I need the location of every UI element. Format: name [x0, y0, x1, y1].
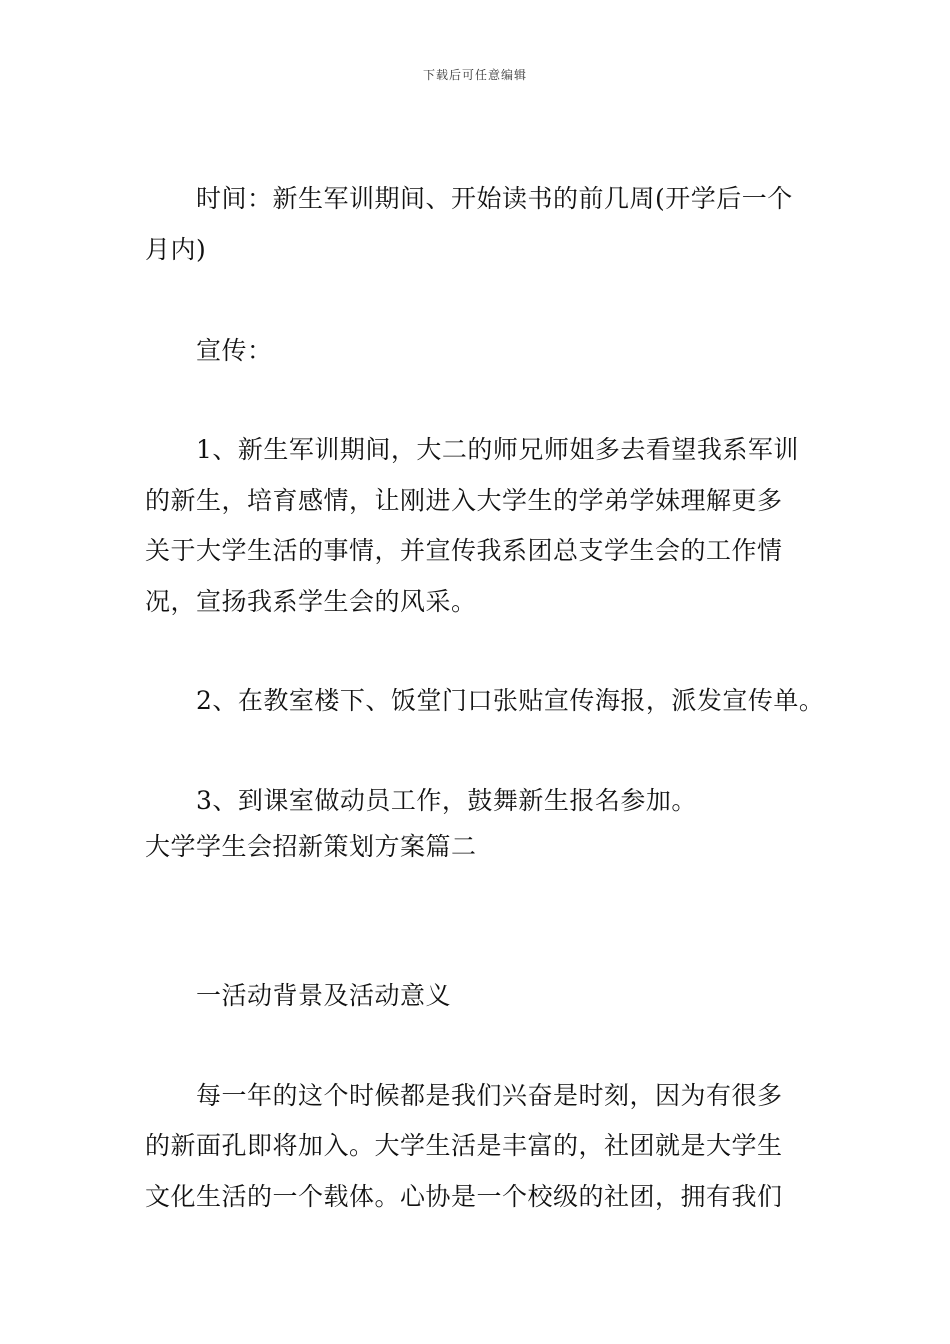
publicity-heading: 宣传：: [196, 336, 273, 365]
sub-heading: 一活动背景及活动意义: [196, 981, 452, 1010]
page-header-caption: 下载后可任意编辑: [422, 68, 527, 82]
time-line-2: 月内): [145, 235, 207, 264]
item-1-line-3: 关于大学生活的事情，并宣传我系团总支学生会的工作情: [145, 536, 783, 565]
item-1-line-2: 的新生，培育感情，让刚进入大学生的学弟学妹理解更多: [145, 486, 783, 515]
time-line-1: 时间：新生军训期间、开始读书的前几周(开学后一个: [196, 184, 793, 213]
section-title: 大学学生会招新策划方案篇二: [145, 832, 477, 861]
paragraph-line-2: 的新面孔即将加入。大学生活是丰富的，社团就是大学生: [145, 1131, 783, 1160]
item-2: 2、在教室楼下、饭堂门口张贴宣传海报，派发宣传单。: [196, 686, 825, 715]
paragraph-line-1: 每一年的这个时候都是我们兴奋是时刻，因为有很多: [196, 1081, 783, 1110]
item-1-line-1: 1、新生军训期间，大二的师兄师姐多去看望我系军训: [196, 435, 799, 464]
item-1-line-4: 况，宣扬我系学生会的风采。: [145, 587, 477, 616]
item-3: 3、到课室做动员工作，鼓舞新生报名参加。: [196, 786, 697, 815]
paragraph-line-3: 文化生活的一个载体。心协是一个校级的社团，拥有我们: [145, 1182, 783, 1211]
